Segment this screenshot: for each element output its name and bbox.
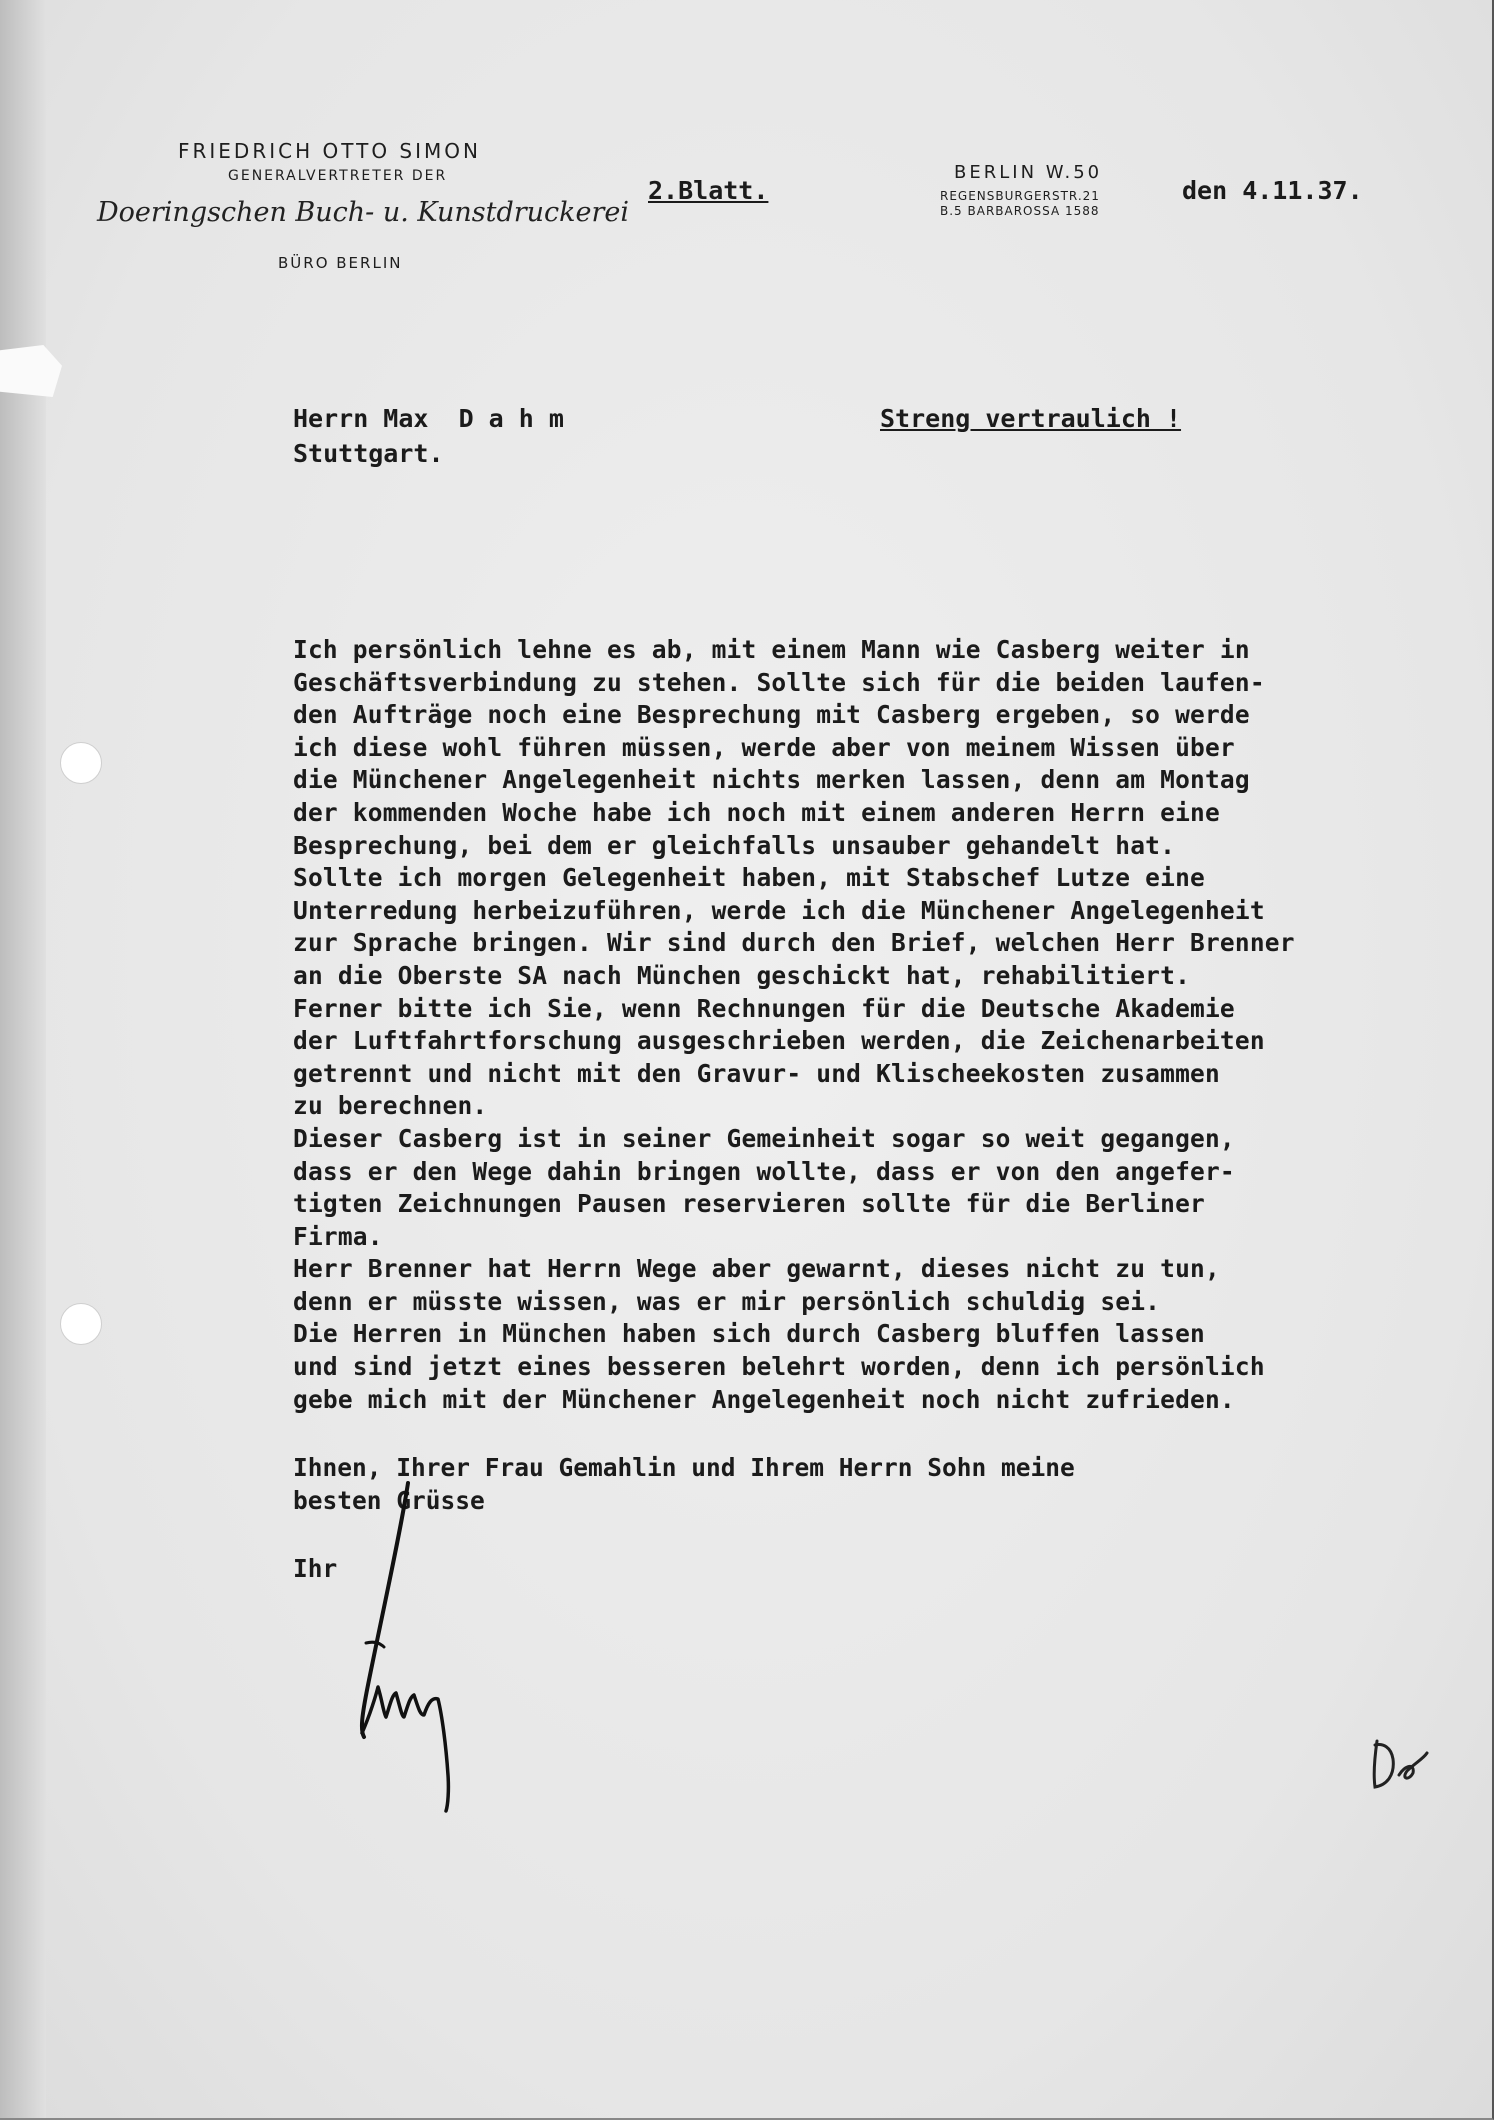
paper-fold-shadow	[0, 0, 46, 2118]
handwritten-initials	[1365, 1735, 1435, 1795]
letter-closing: Ihnen, Ihrer Frau Gemahlin und Ihrem Herrn Sohn meine besten Grüsse	[293, 1453, 1075, 1515]
letterhead-phone: B.5 BARBAROSSA 1588	[940, 204, 1100, 218]
handwritten-signature	[330, 1475, 500, 1815]
letterhead-city: BERLIN W.50	[954, 162, 1103, 183]
recipient-city: Stuttgart.	[293, 439, 444, 468]
letter-body: Ich persönlich lehne es ab, mit einem Mann wie Casberg weiter in Geschäftsverbindung zu stehen. Sollte sich für die beiden laufen- den Aufträge noch eine Besprechung mit Casberg ergeben, so werde ich diese wohl führen müssen, werde aber von meinem Wissen über die Münchener Angelegenheit nichts merken lassen, denn am Montag der kommenden Woche habe ich noch mit einem anderen Herrn eine Besprechung, bei dem er gleichfalls unsauber gehandelt hat. Sollte ich morgen Gelegenheit haben, mit Stabschef Lutze eine Unterredung herbeizuführen, werde ich die Münchener Angelegenheit zur Sprache bringen. Wir sind durch den Brief, welchen Herr Brenner an die Oberste SA nach München geschickt hat, rehabilitiert. Ferner bitte ich Sie, wenn Rechnungen für die Deutsche Akademie der Luftfahrtforschung ausgeschrieben werden, die Zeichenarbeiten getrennt und nicht mit den Gravur- und Klischeekosten zusammen zu berechnen. Dieser Casberg ist in seiner Gemeinheit sogar so weit gegangen, dass er den Wege dahin bringen wollte, dass er von den angefer- tigten Zeichnungen Pausen reservieren sollte für die Berliner Firma. Herr Brenner hat Herrn Wege aber gewarnt, dieses nicht zu tun, denn er müsste wissen, was er mir persönlich schuldig sei. Die Herren in München haben sich durch Casberg bluffen lassen und sind jetzt eines besseren belehrt worden, denn ich persönlich gebe mich mit der Münchener Angelegenheit noch nicht zufrieden.	[293, 635, 1295, 1414]
punch-hole-bottom	[60, 1303, 102, 1345]
letter-date: den 4.11.37.	[1182, 176, 1363, 205]
sign-off: Ihr	[293, 1554, 338, 1583]
paper-tear	[0, 345, 62, 397]
punch-hole-top	[60, 742, 102, 784]
letterhead-subtitle: GENERALVERTRETER DER	[228, 168, 448, 184]
letterhead-name: FRIEDRICH OTTO SIMON	[178, 139, 481, 163]
sheet-number: 2.Blatt.	[648, 176, 769, 205]
recipient-name: Herrn Max D a h m	[293, 404, 564, 433]
letterhead-office: BÜRO BERLIN	[278, 254, 403, 272]
letterhead-street: REGENSBURGERSTR.21	[940, 189, 1100, 203]
confidential-notice: Streng vertraulich !	[880, 404, 1182, 433]
letterhead-company: Doeringschen Buch- u. Kunstdruckerei	[97, 197, 630, 228]
